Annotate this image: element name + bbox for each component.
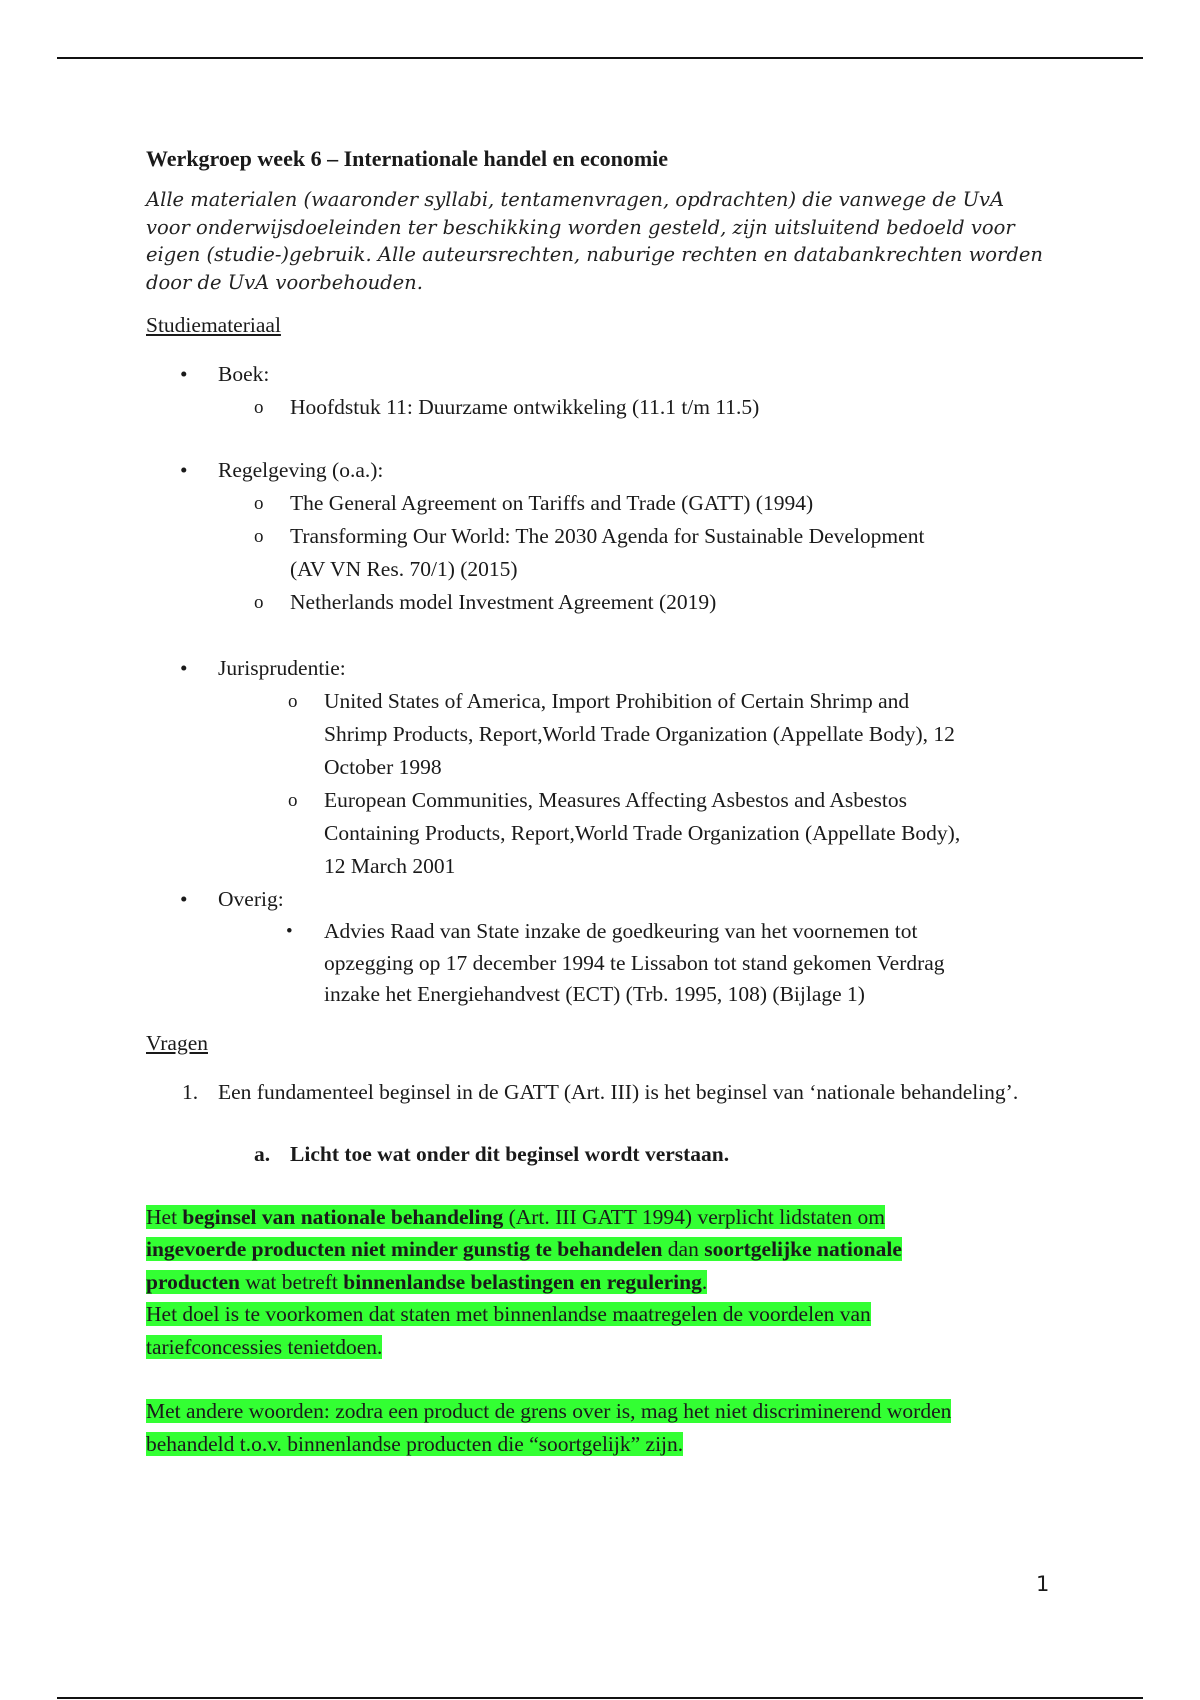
answer-line xyxy=(146,1266,1052,1299)
list-item xyxy=(146,916,1052,1011)
answer-emphasis: producten xyxy=(146,1269,240,1294)
sub-bullet-marker: o xyxy=(254,526,264,547)
answer-line xyxy=(146,1331,1052,1364)
heading-vragen: Vragen xyxy=(146,1030,208,1055)
question-text: Licht toe wat onder dit beginsel wordt verstaan. xyxy=(290,1141,730,1166)
bullet-marker: • xyxy=(180,887,188,911)
list-item-text: Transforming Our World: The 2030 Agenda for Sustainable Development xyxy=(290,524,925,548)
list-item-text: Hoofdstuk 11: Duurzame ontwikkeling (11.1 t/m 11.5) xyxy=(290,395,760,419)
list-item xyxy=(146,685,1052,784)
footer-rule xyxy=(57,1697,1143,1699)
answer-text: tariefconcessies tenietdoen. xyxy=(146,1334,383,1359)
answer-text: Het doel is te voorkomen dat staten met binnenlandse maatregelen de voordelen van xyxy=(146,1302,871,1326)
bullet-marker: • xyxy=(286,921,293,942)
question-1 xyxy=(146,1076,1052,1108)
bullet-marker: • xyxy=(180,362,188,386)
answer-line xyxy=(146,1428,1052,1461)
list-item-label: Regelgeving (o.a.): xyxy=(218,458,384,482)
heading-studiemateriaal: Studiemateriaal xyxy=(146,313,281,337)
list-item-text: (AV VN Res. 70/1) (2015) xyxy=(290,557,518,581)
list-item-line: opzegging op 17 december 1994 te Lissabon tot stand gekomen Verdrag xyxy=(324,950,945,975)
document-body xyxy=(146,143,1052,1460)
question-1a xyxy=(146,1138,1052,1171)
list-item-continuation xyxy=(146,553,1052,586)
sub-bullet-marker: o xyxy=(254,592,264,613)
list-item-text: The General Agreement on Tariffs and Trade (GATT) (1994) xyxy=(290,491,814,515)
answer-text: (Art. III GATT 1994) verplicht lidstaten om xyxy=(503,1204,885,1229)
list-item xyxy=(146,784,1052,883)
list-item-boek xyxy=(146,358,1052,391)
answer-text: behandeld t.o.v. binnenlandse producten die “soortgelijk” zijn. xyxy=(146,1431,684,1456)
header-rule xyxy=(57,57,1143,59)
list-item xyxy=(146,586,1052,619)
answer-text: Met andere woorden: zodra een product de grens over is, mag het niet discriminerend worden xyxy=(146,1399,952,1423)
answer-line xyxy=(146,1298,1052,1331)
page-number: 1 xyxy=(1036,1572,1050,1596)
document-title: Werkgroep week 6 – Internationale handel en economie xyxy=(146,146,669,171)
list-item-line: Shrimp Products, Report,World Trade Organization (Appellate Body), 12 xyxy=(324,722,955,746)
list-item-line: inzake het Energiehandvest (ECT) (Trb. 1995, 108) (Bijlage 1) xyxy=(324,982,865,1006)
list-item-label: Overig: xyxy=(218,887,284,911)
list-item xyxy=(146,520,1052,553)
sub-bullet-marker: o xyxy=(288,691,298,712)
answer-emphasis: soortgelijke nationale xyxy=(704,1237,902,1261)
answer-text: . xyxy=(701,1269,708,1294)
answer-text: Het xyxy=(146,1204,183,1229)
list-item-line: Containing Products, Report,World Trade Organization (Appellate Body), xyxy=(324,821,961,845)
sub-bullet-marker: o xyxy=(254,493,264,514)
answer-text: wat betreft xyxy=(239,1269,344,1294)
list-item-label: Jurisprudentie: xyxy=(218,656,346,680)
answer-text: dan xyxy=(662,1237,705,1261)
list-item-label: Boek: xyxy=(218,362,270,386)
answer-emphasis: binnenlandse belastingen en regulering xyxy=(343,1269,702,1294)
list-item-overig xyxy=(146,883,1052,916)
answer-block xyxy=(146,1201,1052,1461)
list-item xyxy=(146,487,1052,520)
list-item xyxy=(146,391,1052,424)
question-text: Een fundamenteel beginsel in de GATT (Art. III) is het beginsel van ‘nationale behandeling’. xyxy=(218,1079,1019,1104)
question-letter: a. xyxy=(254,1141,271,1166)
question-number: 1. xyxy=(182,1079,199,1104)
list-item-jurisprudentie xyxy=(146,652,1052,685)
sub-bullet-marker: o xyxy=(288,790,298,811)
list-item-line: European Communities, Measures Affecting Asbestos and Asbestos xyxy=(324,788,908,812)
list-item-line: October 1998 xyxy=(324,755,442,779)
bullet-marker: • xyxy=(180,656,188,680)
bullet-marker: • xyxy=(180,458,188,482)
list-item-line: Advies Raad van State inzake de goedkeuring van het voornemen tot xyxy=(324,919,918,943)
answer-emphasis: beginsel van nationale behandeling xyxy=(182,1204,504,1229)
list-item-text: Netherlands model Investment Agreement (2019) xyxy=(290,590,717,614)
answer-line xyxy=(146,1233,1052,1266)
list-item-regelgeving xyxy=(146,454,1052,487)
answer-line xyxy=(146,1201,1052,1234)
answer-emphasis: ingevoerde producten niet minder gunstig te behandelen xyxy=(146,1237,663,1261)
sub-bullet-marker: o xyxy=(254,397,264,418)
answer-line xyxy=(146,1395,1052,1428)
list-item-line: United States of America, Import Prohibition of Certain Shrimp and xyxy=(324,689,910,713)
disclaimer: Alle materialen (waaronder syllabi, tentamenvragen, opdrachten) die vanwege de UvA voor onderwijsdoeleinden ter beschikking worden gesteld, zijn uitsluitend bedoeld voor eigen (studie-)gebruik. Alle auteursrechten, naburige rechten en databankrechten worden door de UvA voorbehouden. xyxy=(146,188,1043,294)
list-item-line: 12 March 2001 xyxy=(324,854,456,878)
